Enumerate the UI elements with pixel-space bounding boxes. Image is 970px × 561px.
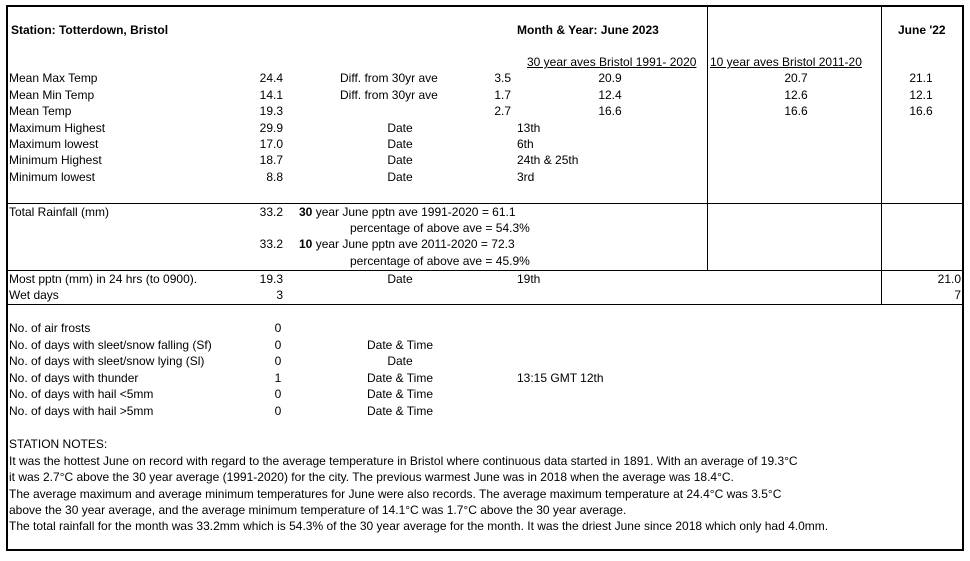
notes-line: The average maximum and average minimum temperatures for June were also records. The average maximum temperature at 24.4°C was 3.5°C: [9, 487, 782, 501]
temp-prev: 12.1: [909, 88, 933, 102]
temp-value: 29.9: [259, 121, 283, 135]
pptn-label: Most pptn (mm) in 24 hrs (to 0900).: [9, 272, 198, 286]
rainfall-ave10-years: 10: [299, 237, 313, 251]
pptn-value: 19.3: [259, 272, 283, 286]
temp-date: 13th: [517, 121, 541, 135]
pptn-date: 19th: [517, 272, 541, 286]
prev-year-heading: June '22: [898, 23, 946, 37]
divider-after-pptn: [7, 304, 963, 305]
temp-label: Mean Min Temp: [9, 88, 95, 102]
temp-label: Minimum lowest: [9, 170, 96, 184]
ave10-heading: 10 year aves Bristol 2011-20: [710, 55, 862, 69]
count-value: 1: [274, 371, 282, 385]
temp-label: Mean Temp: [9, 104, 72, 118]
temp-value: 18.7: [259, 153, 283, 167]
count-value: 0: [274, 321, 282, 335]
count-mid: Date & Time: [366, 338, 434, 352]
temp-ave10: 20.7: [784, 71, 808, 85]
temp-ave30: 12.4: [598, 88, 622, 102]
temp-value: 14.1: [259, 88, 283, 102]
temp-mid: Date: [387, 153, 413, 167]
temp-mid: Date: [387, 121, 413, 135]
temp-value: 17.0: [259, 137, 283, 151]
notes-line: It was the hottest June on record with regard to the average temperature in Bristol where continuous data started in 1891. With an average of 19.3°C: [9, 454, 798, 468]
ave30-heading: 30 year aves Bristol 1991- 2020: [527, 55, 697, 69]
station-name: Station: Totterdown, Bristol: [11, 23, 169, 37]
month-year: Month & Year: June 2023: [517, 23, 659, 37]
count-label: No. of days with sleet/snow falling (Sf): [9, 338, 212, 352]
count-value: 0: [274, 354, 282, 368]
notes-line: The total rainfall for the month was 33.2mm which is 54.3% of the 30 year average for the month. It was the driest June since 2018 which only had 4.0mm.: [9, 519, 829, 533]
notes-heading: STATION NOTES:: [9, 437, 108, 451]
temp-mid: Diff. from 30yr ave: [340, 88, 438, 102]
temp-diff: 2.7: [494, 104, 511, 118]
rainfall-ave10-line: [299, 236, 515, 252]
rainfall-value-1: 33.2: [259, 205, 283, 219]
rainfall-pct-2: percentage of above ave = 45.9%: [350, 254, 530, 268]
temp-diff: 1.7: [494, 88, 511, 102]
notes-line: it was 2.7°C above the 30 year average (1991-2020) for the city. The previous warmest June was in 2018 when the average was 18.4°C.: [9, 470, 734, 484]
rainfall-ave30-years: 30: [299, 205, 313, 219]
temp-ave30: 20.9: [598, 71, 622, 85]
count-mid: Date: [387, 354, 413, 368]
temp-ave30: 16.6: [598, 104, 622, 118]
temp-value: 24.4: [259, 71, 283, 85]
count-label: No. of days with sleet/snow lying (Sl): [9, 354, 205, 368]
count-label: No. of days with hail <5mm: [9, 387, 154, 401]
temp-label: Minimum Highest: [9, 153, 102, 167]
divider-ave10-left: [707, 6, 708, 271]
temp-label: Mean Max Temp: [9, 71, 98, 85]
count-mid: Date & Time: [366, 371, 434, 385]
divider-prev-left: [881, 6, 882, 305]
count-mid: Date & Time: [366, 387, 434, 401]
rainfall-ave10-text: year June pptn ave 2011-2020 = 72.3: [312, 237, 515, 251]
temp-label: Maximum Highest: [9, 121, 106, 135]
temp-value: 8.8: [266, 170, 283, 184]
temp-prev: 16.6: [909, 104, 933, 118]
temp-value: 19.3: [259, 104, 283, 118]
pptn-prev: 7: [954, 288, 961, 302]
temp-label: Maximum lowest: [9, 137, 99, 151]
rainfall-ave30-text: year June pptn ave 1991-2020 = 61.1: [312, 205, 516, 219]
temp-ave10: 12.6: [784, 88, 808, 102]
count-extra: 13:15 GMT 12th: [517, 371, 604, 385]
count-mid: Date & Time: [366, 404, 434, 418]
temp-ave10: 16.6: [784, 104, 808, 118]
pptn-label: Wet days: [9, 288, 59, 302]
rainfall-ave30-line: [299, 204, 516, 220]
temp-prev: 21.1: [909, 71, 933, 85]
temp-date: 24th & 25th: [517, 153, 579, 167]
count-label: No. of days with hail >5mm: [9, 404, 154, 418]
rainfall-label: Total Rainfall (mm): [9, 205, 110, 219]
temp-mid: Date: [387, 137, 413, 151]
notes-line: above the 30 year average, and the average minimum temperature of 14.1°C was 1.7°C above the 30 year average.: [9, 503, 627, 517]
rainfall-pct-1: percentage of above ave = 54.3%: [350, 221, 530, 235]
rainfall-value-2: 33.2: [259, 237, 283, 251]
temp-date: 3rd: [517, 170, 535, 184]
temp-diff: 3.5: [494, 71, 511, 85]
count-value: 0: [274, 387, 282, 401]
pptn-mid: Date: [387, 272, 413, 286]
count-value: 0: [274, 338, 282, 352]
pptn-value: 3: [276, 288, 283, 302]
temp-date: 6th: [517, 137, 534, 151]
temp-mid: Diff. from 30yr ave: [340, 71, 438, 85]
pptn-prev: 21.0: [937, 272, 961, 286]
count-value: 0: [274, 404, 282, 418]
count-label: No. of days with thunder: [9, 371, 139, 385]
temp-mid: Date: [387, 170, 413, 184]
count-label: No. of air frosts: [9, 321, 91, 335]
